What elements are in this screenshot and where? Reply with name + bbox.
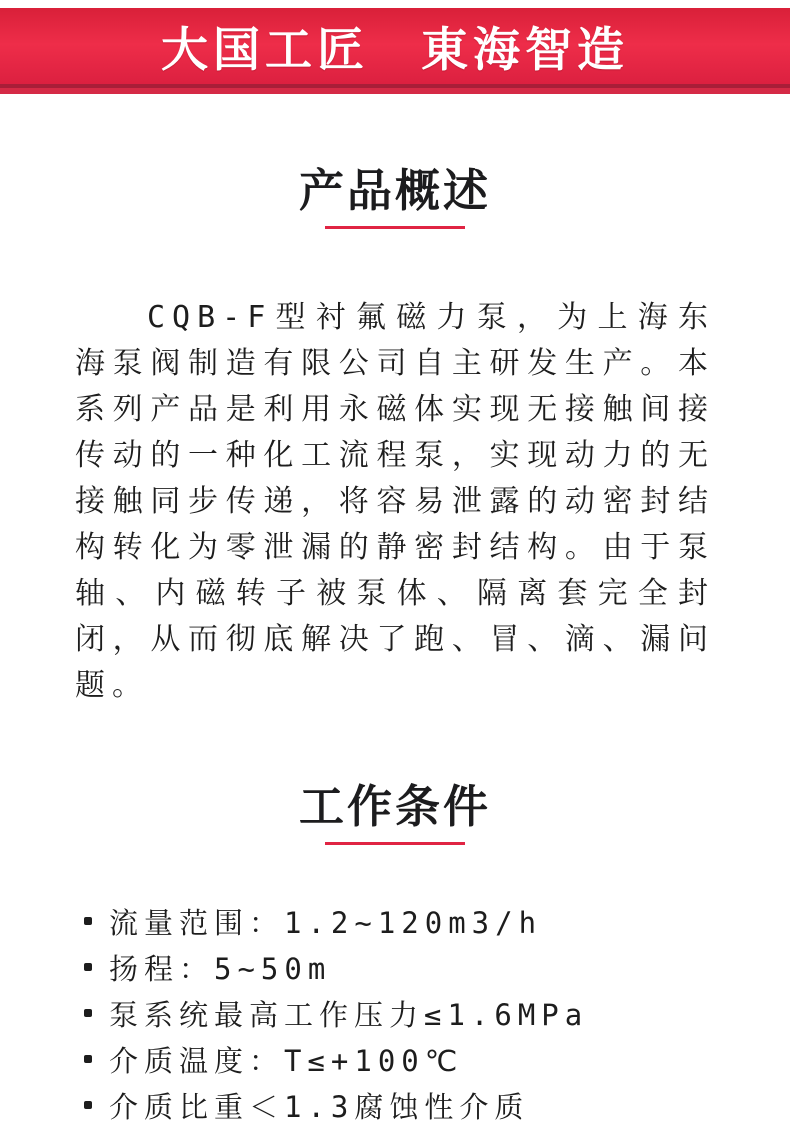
- condition-text: 介质比重＜1.3腐蚀性介质: [109, 1089, 530, 1124]
- condition-text: 介质温度：T≤+100℃: [109, 1043, 464, 1078]
- banner-title: 大国工匠 東海智造: [161, 22, 629, 76]
- list-item: [84, 1082, 790, 1128]
- section-conditions: [0, 781, 790, 1128]
- title-underline: [325, 226, 465, 229]
- bullet-dot-icon: [84, 1101, 92, 1109]
- overview-paragraph: CQB-F型衬氟磁力泵，为上海东海泵阀制造有限公司自主研发生产。本系列产品是利用永磁体实现无接触间接传动的一种化工流程泵，实现动力的无接触同步传递，将容易泄露的动密封结构转化为零泄漏的静密封结构。由于泵轴、内磁转子被泵体、隔离套完全封闭，从而彻底解决了跑、冒、滴、漏问题。: [75, 300, 715, 703]
- list-item: [84, 944, 790, 990]
- conditions-list: [84, 898, 790, 1128]
- bullet-dot-icon: [84, 917, 92, 925]
- list-item: [84, 1036, 790, 1082]
- bullet-dot-icon: [84, 963, 92, 971]
- title-underline: [325, 842, 465, 845]
- condition-text: 泵系统最高工作压力≤1.6MPa: [109, 997, 589, 1032]
- list-item: [84, 990, 790, 1036]
- section-overview: [0, 165, 790, 709]
- overview-section-title: 产品概述: [298, 165, 491, 216]
- list-item: [84, 898, 790, 944]
- bullet-dot-icon: [84, 1055, 92, 1063]
- banner: [0, 8, 790, 88]
- conditions-section-title: 工作条件: [298, 781, 491, 832]
- condition-text: 扬程：5~50m: [109, 951, 332, 986]
- bullet-dot-icon: [84, 1009, 92, 1017]
- condition-text: 流量范围：1.2~120m3/h: [109, 905, 543, 940]
